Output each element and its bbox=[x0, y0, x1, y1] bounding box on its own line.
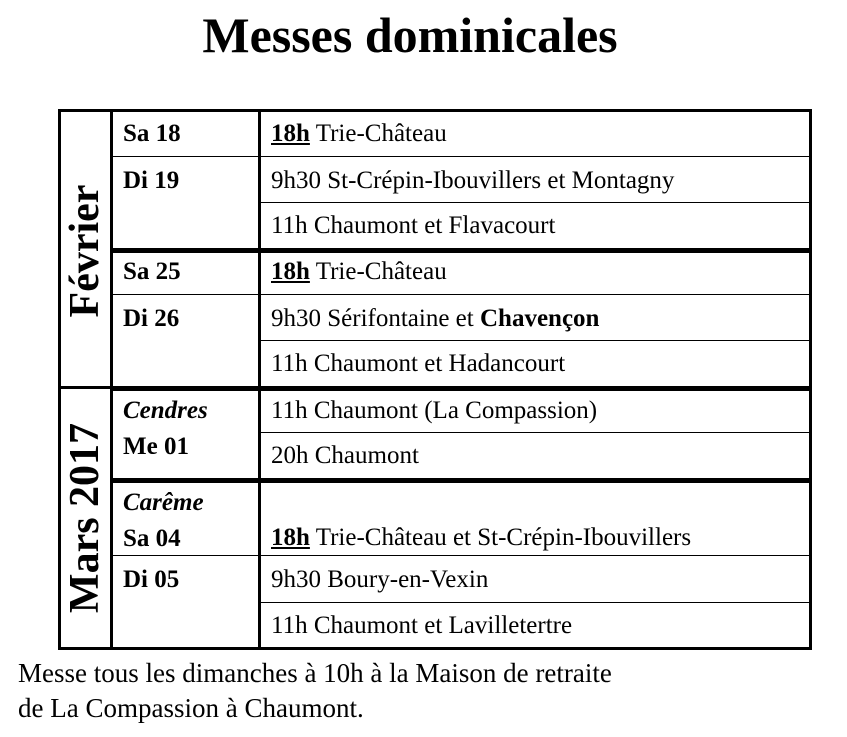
row-line-2 bbox=[260, 202, 812, 203]
footer-line-1: Messe tous les dimanches à 10h à la Maison de retraite bbox=[18, 658, 612, 688]
separator-careme-inner bbox=[110, 481, 812, 483]
date-di26: Di 26 bbox=[123, 305, 180, 332]
mass-hour-1: 18h bbox=[271, 120, 310, 147]
date-sa04: Sa 04 bbox=[123, 525, 181, 552]
row-line-1 bbox=[260, 156, 812, 157]
row-line-5 bbox=[260, 432, 812, 433]
date-careme-sa04 bbox=[123, 489, 204, 553]
date-di19: Di 19 bbox=[123, 167, 180, 194]
separator-week-25-inner bbox=[110, 251, 812, 253]
row-line-date-2 bbox=[112, 294, 258, 295]
month-cell-fevrier bbox=[58, 112, 112, 389]
mass-entry-3 bbox=[271, 212, 555, 240]
month-cell-mars bbox=[58, 389, 112, 647]
divider-date-column bbox=[258, 109, 261, 650]
mass-entry-11 bbox=[271, 612, 572, 640]
mass-place-2: 9h30 St-Crépin-Ibouvillers et Montagny bbox=[271, 167, 675, 194]
row-line-date-1 bbox=[112, 156, 258, 157]
date-sa18: Sa 18 bbox=[123, 120, 181, 147]
mass-place-8: 20h Chaumont bbox=[271, 442, 419, 469]
date-sa25: Sa 25 bbox=[123, 258, 181, 285]
mass-entry-1 bbox=[271, 120, 447, 148]
mass-place-6: 11h Chaumont et Hadancourt bbox=[271, 350, 566, 377]
mass-place-11: 11h Chaumont et Lavilletertre bbox=[271, 612, 573, 639]
footer-note bbox=[18, 656, 612, 726]
month-label-fevrier: Février bbox=[62, 184, 108, 317]
mass-entry-4 bbox=[271, 258, 447, 286]
mass-place-4: Trie-Château bbox=[309, 258, 447, 285]
mass-place-10: 9h30 Boury-en-Vexin bbox=[271, 566, 489, 593]
mass-place-3: 11h Chaumont et Flavacourt bbox=[271, 212, 556, 239]
mass-place-5: 9h30 Sérifontaine et bbox=[271, 305, 480, 332]
mass-entry-7 bbox=[271, 397, 597, 425]
mass-hour-9: 18h bbox=[271, 524, 310, 551]
mass-entry-9 bbox=[271, 524, 691, 552]
mass-entry-6 bbox=[271, 350, 565, 378]
mass-place-5-bold: Chavençon bbox=[479, 305, 600, 332]
mass-place-1: Trie-Château bbox=[309, 120, 447, 147]
row-line-3 bbox=[260, 294, 812, 295]
date-cendres-me01 bbox=[123, 397, 208, 461]
mass-hour-4: 18h bbox=[271, 258, 310, 285]
date-careme-label: Carême bbox=[123, 489, 204, 516]
mass-entry-2 bbox=[271, 167, 674, 195]
row-line-6 bbox=[260, 555, 812, 556]
row-line-date-3 bbox=[112, 555, 258, 556]
mass-entry-10 bbox=[271, 566, 488, 594]
separator-month-inner bbox=[110, 389, 812, 391]
date-me01: Me 01 bbox=[123, 433, 189, 460]
month-label-mars: Mars 2017 bbox=[62, 422, 108, 614]
mass-entry-8 bbox=[271, 442, 419, 470]
row-line-7 bbox=[260, 602, 812, 603]
date-cendres-label: Cendres bbox=[123, 397, 208, 424]
mass-entry-5 bbox=[271, 305, 599, 333]
row-line-4 bbox=[260, 340, 812, 341]
divider-month-column bbox=[110, 109, 113, 650]
page-title: Messes dominicales bbox=[202, 7, 618, 63]
date-di05: Di 05 bbox=[123, 566, 180, 593]
footer-line-2: de La Compassion à Chaumont. bbox=[18, 693, 364, 723]
mass-place-9: Trie-Château et St-Crépin-Ibouvillers bbox=[309, 524, 692, 551]
mass-place-7: 11h Chaumont (La Compassion) bbox=[271, 397, 598, 424]
